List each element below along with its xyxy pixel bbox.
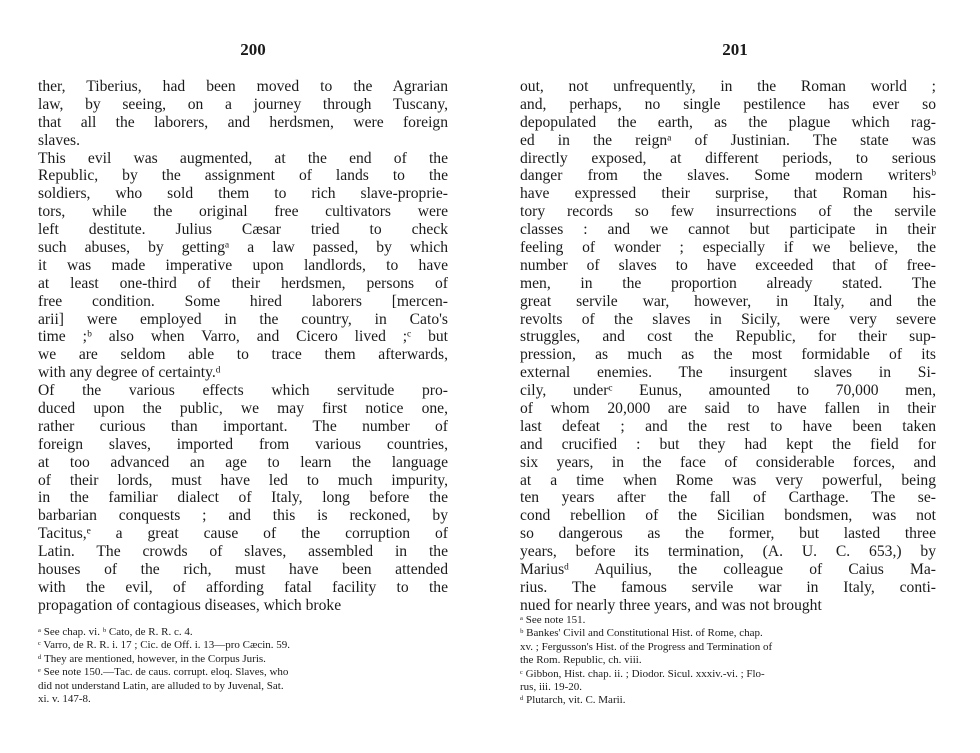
text-line: last defeat ; and the rest to have been taken: [520, 417, 936, 435]
body-text: [38, 78, 448, 615]
text-line: slaves.: [38, 131, 81, 149]
footnote-line: rus, iii. 19-20.: [520, 680, 583, 693]
text-line: depopulated the earth, as the plague which rag-: [520, 113, 936, 131]
text-line: great servile war, however, in Italy, and the: [520, 292, 936, 310]
right-page: [520, 0, 950, 753]
text-line: with the evil, of affording fatal facility to the: [38, 578, 448, 596]
text-line: revolts of the slaves in Sicily, were very severe: [520, 310, 936, 328]
footnote-line: xi. v. 147-8.: [38, 692, 91, 705]
text-line: Mariusᵈ Aquilius, the colleague of Caius Ma-: [520, 561, 936, 579]
footnote-line: ᶜ Varro, de R. R. i. 17 ; Cic. de Off. i. 13—pro Cæcin. 59.: [38, 639, 291, 652]
text-line: men, in the proportion already stated. The: [520, 274, 936, 292]
text-line: duced upon the public, we may first notice one,: [38, 400, 448, 418]
text-line: number of slaves to have exceeded that of free-: [520, 256, 936, 274]
text-line: pression, as much as the most formidable of its: [520, 346, 936, 364]
text-line: feeling of wonder ; especially if we believe, the: [520, 239, 936, 257]
text-line: cily, underᶜ Eunus, amounted to 70,000 men,: [520, 382, 936, 400]
text-line: and crucified : but they had kept the field for: [520, 435, 936, 453]
footnote-line: ᵉ See note 150.—Tac. de caus. corrupt. eloq. Slaves, who: [38, 666, 289, 679]
page-number: 201: [722, 40, 748, 59]
text-line: such abuses, by gettingᵃ a law passed, by which: [38, 239, 448, 257]
footnote-line: ᵃ See chap. vi. ᵇ Cato, de R. R. c. 4.: [38, 626, 193, 638]
text-line: soldiers, who sold them to rich slave-proprie-: [38, 185, 448, 203]
text-line: foreign slaves, imported from various countries,: [38, 435, 448, 453]
text-line: we are seldom able to trace them afterwards,: [38, 346, 448, 364]
text-line: ed in the reignᵃ of Justinian. The state was: [520, 131, 936, 149]
text-line: barbarian conquests ; and this is reckoned, by: [38, 507, 448, 525]
text-line: of their lords, must have led to much impurity,: [38, 471, 448, 489]
left-page: [38, 0, 468, 753]
text-line: six years, in the face of considerable forces, and: [520, 453, 936, 471]
text-line: of whom 20,000 are said to have fallen in their: [520, 400, 936, 418]
footnote-line: ᵈ They are mentioned, however, in the Corpus Juris.: [38, 652, 266, 665]
text-line: danger from the slaves. Some modern writersᵇ: [520, 167, 936, 185]
page-number: 200: [240, 40, 266, 59]
text-line: at a time when Rome was very powerful, being: [520, 471, 936, 489]
text-line: and, perhaps, no single pestilence has ever so: [520, 95, 936, 113]
text-line: classes : and we cannot but participate in their: [520, 221, 936, 239]
footnotes: [520, 614, 936, 708]
text-line: out, not unfrequently, in the Roman world ;: [520, 78, 936, 95]
text-line: at least one-third of their herdsmen, persons of: [38, 274, 448, 292]
text-line: law, by seeing, on a journey through Tuscany,: [38, 95, 448, 113]
text-line: time ;ᵇ also when Varro, and Cicero lived ;ᶜ but: [38, 328, 448, 346]
text-line: with any degree of certainty.ᵈ: [38, 364, 221, 382]
footnote-line: ᶜ Gibbon, Hist. chap. ii. ; Diodor. Sicul. xxxiv.-vi. ; Flo-: [520, 667, 765, 680]
text-line: free condition. Some hired laborers [mercen-: [38, 292, 448, 310]
text-line: directly exposed, at different periods, to serious: [520, 149, 936, 167]
footnote-line: did not understand Latin, are alluded to by Juvenal, Sat.: [38, 679, 284, 692]
text-line: ten years after the fall of Carthage. The se-: [520, 489, 936, 507]
text-line: rius. The famous servile war in Italy, conti-: [520, 578, 936, 596]
text-line: propagation of contagious diseases, which broke: [38, 596, 342, 614]
footnote-line: ᵈ Plutarch, vit. C. Marii.: [520, 694, 626, 707]
text-line: that all the laborers, and herdsmen, were foreign: [38, 113, 448, 131]
text-line: Tacitus,ᵉ a great cause of the corruption of: [38, 525, 448, 543]
text-line: Latin. The crowds of slaves, assembled in the: [38, 543, 448, 561]
text-line: rather curious than important. The number of: [38, 417, 448, 435]
text-line: external enemies. The insurgent slaves in Si-: [520, 364, 936, 382]
text-line: ther, Tiberius, had been moved to the Agrarian: [38, 78, 448, 95]
text-line: Of the various effects which servitude pro-: [38, 382, 448, 400]
footnotes: [38, 626, 448, 706]
text-line: Republic, by the assignment of lands to the: [38, 167, 448, 185]
text-line: in the familiar dialect of Italy, long before the: [38, 489, 448, 507]
footnote-line: ᵇ Bankes' Civil and Constitutional Hist. of Rome, chap.: [520, 627, 763, 640]
text-line: struggles, and cost the Republic, for their sup-: [520, 328, 936, 346]
text-line: at too advanced an age to learn the language: [38, 453, 448, 471]
text-line: nued for nearly three years, and was not brought: [520, 596, 822, 614]
footnote-line: ᵃ See note 151.: [520, 614, 586, 626]
text-line: left destitute. Julius Cæsar tried to check: [38, 221, 448, 239]
text-line: tors, while the original free cultivators were: [38, 203, 448, 221]
text-line: it was made imperative upon landlords, to have: [38, 256, 448, 274]
body-text: [520, 78, 936, 615]
footnote-line: the Rom. Republic, ch. viii.: [520, 654, 642, 667]
text-line: arii] were employed in the country, in Cato's: [38, 310, 448, 328]
text-line: tory records so few insurrections of the servile: [520, 203, 936, 221]
text-line: This evil was augmented, at the end of the: [38, 149, 448, 167]
text-line: houses of the rich, must have been attended: [38, 561, 448, 579]
text-line: so dangerous as the former, but lasted three: [520, 525, 936, 543]
text-line: cond rebellion of the Sicilian bondsmen, was not: [520, 507, 936, 525]
footnote-line: xv. ; Fergusson's Hist. of the Progress and Termination of: [520, 640, 773, 653]
text-line: years, before its termination, (A. U. C. 653,) by: [520, 543, 936, 561]
text-line: have expressed their surprise, that Roman his-: [520, 185, 936, 203]
